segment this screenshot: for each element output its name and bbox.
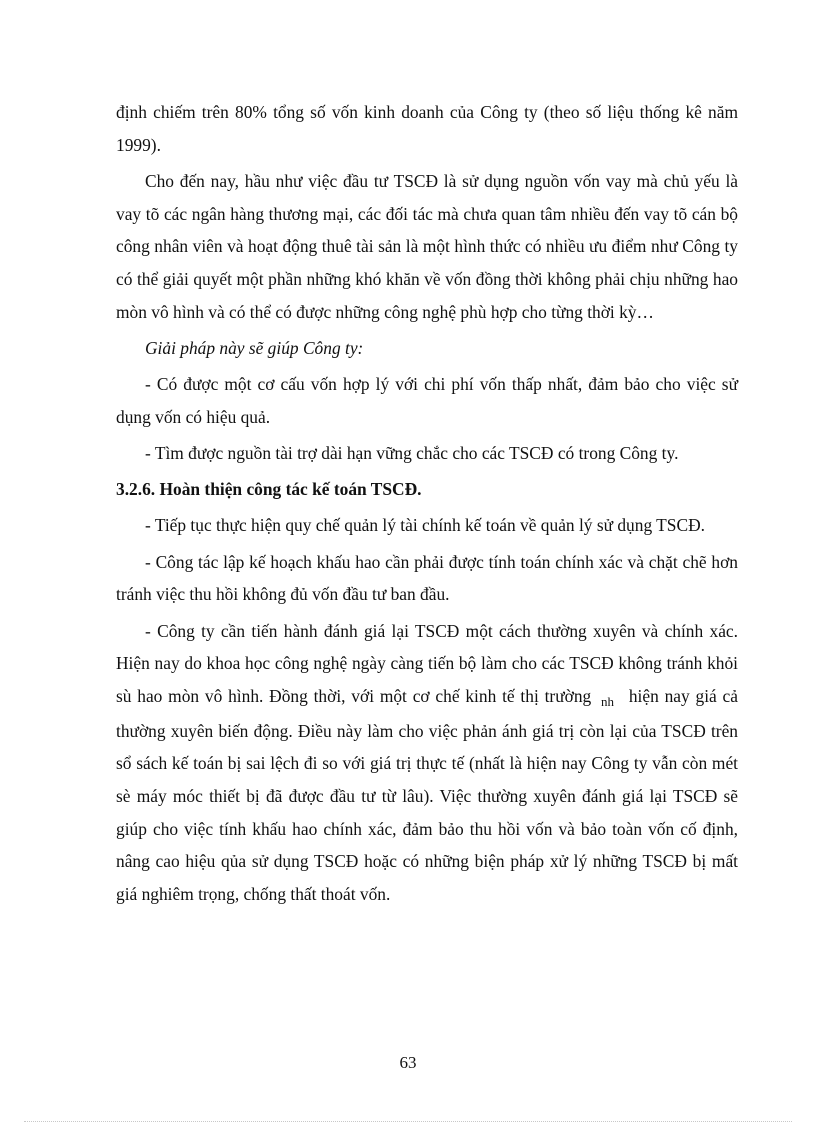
page-number: 63 <box>399 1053 417 1072</box>
page-body <box>116 96 738 911</box>
small-text-fragment: nh <box>601 693 615 709</box>
revaluation-text-after: hiện nay giá cả thường xuyên biến động. Điều này làm cho việc phản ánh giá trị còn lại của TSCĐ trên sổ sách kế toán bị sai lệch đi so với giá trị thực tế (nhất là hiện nay Công ty vẫn còn mét sè máy móc thiết bị đã được đầu tư từ lâu). Việc thường xuyên đánh giá lại TSCĐ sẽ giúp cho việc tính khấu hao chính xác, đảm bảo thu hồi vốn và bảo toàn vốn cố định, nâng cao hiệu qủa sử dụng TSCĐ hoặc có những biện pháp xử lý những TSCĐ bị mất giá nghiêm trọng, chống thất thoát vốn. <box>116 685 738 905</box>
bullet-revaluation <box>116 615 738 911</box>
revaluation-text-before: - Công ty cần tiến hành đánh giá lại TSCĐ một cách thường xuyên và chính xác. Hiện nay do khoa học công nghệ ngày càng tiến bộ làm cho các TSCĐ không tránh khỏi sù hao mòn vô hình. Đồng thời, với một cơ chế kinh tế thị trường <box>116 620 738 706</box>
paragraph-continuation: định chiếm trên 80% tổng số vốn kinh doanh của Công ty (theo số liệu thống kê năm 1999). <box>116 102 738 155</box>
bullet-funding-source: - Tìm được nguồn tài trợ dài hạn vững chắc cho các TSCĐ có trong Công ty. <box>145 443 679 464</box>
section-heading: 3.2.6. Hoàn thiện công tác kế toán TSCĐ. <box>116 479 422 500</box>
solution-intro: Giải pháp này sẽ giúp Công ty: <box>145 337 364 358</box>
footer-divider <box>24 1121 792 1122</box>
paragraph-investment: Cho đến nay, hầu như việc đầu tư TSCĐ là sử dụng nguồn vốn vay mà chủ yếu là vay tõ các ngân hàng thương mại, các đối tác mà chưa quan tâm nhiều đến vay tõ cán bộ công nhân viên và hoạt động thuê tài sản là một hình thức có nhiều ưu điểm như Công ty có thể giải quyết một phần những khó khăn về vốn đồng thời không phải chịu những hao mòn vô hình và có thể có được những công nghệ phù hợp cho từng thời kỳ… <box>116 170 738 322</box>
bullet-regulation: - Tiếp tục thực hiện quy chế quản lý tài chính kế toán về quản lý sử dụng TSCĐ. <box>145 515 705 536</box>
bullet-depreciation-plan: - Công tác lập kế hoạch khấu hao cần phải được tính toán chính xác và chặt chẽ hơn tránh việc thu hồi không đủ vốn đầu tư ban đầu. <box>116 551 738 605</box>
bullet-capital-structure: - Có được một cơ cấu vốn hợp lý với chi phí vốn thấp nhất, đảm bảo cho việc sử dụng vốn có hiệu quả. <box>116 374 738 427</box>
